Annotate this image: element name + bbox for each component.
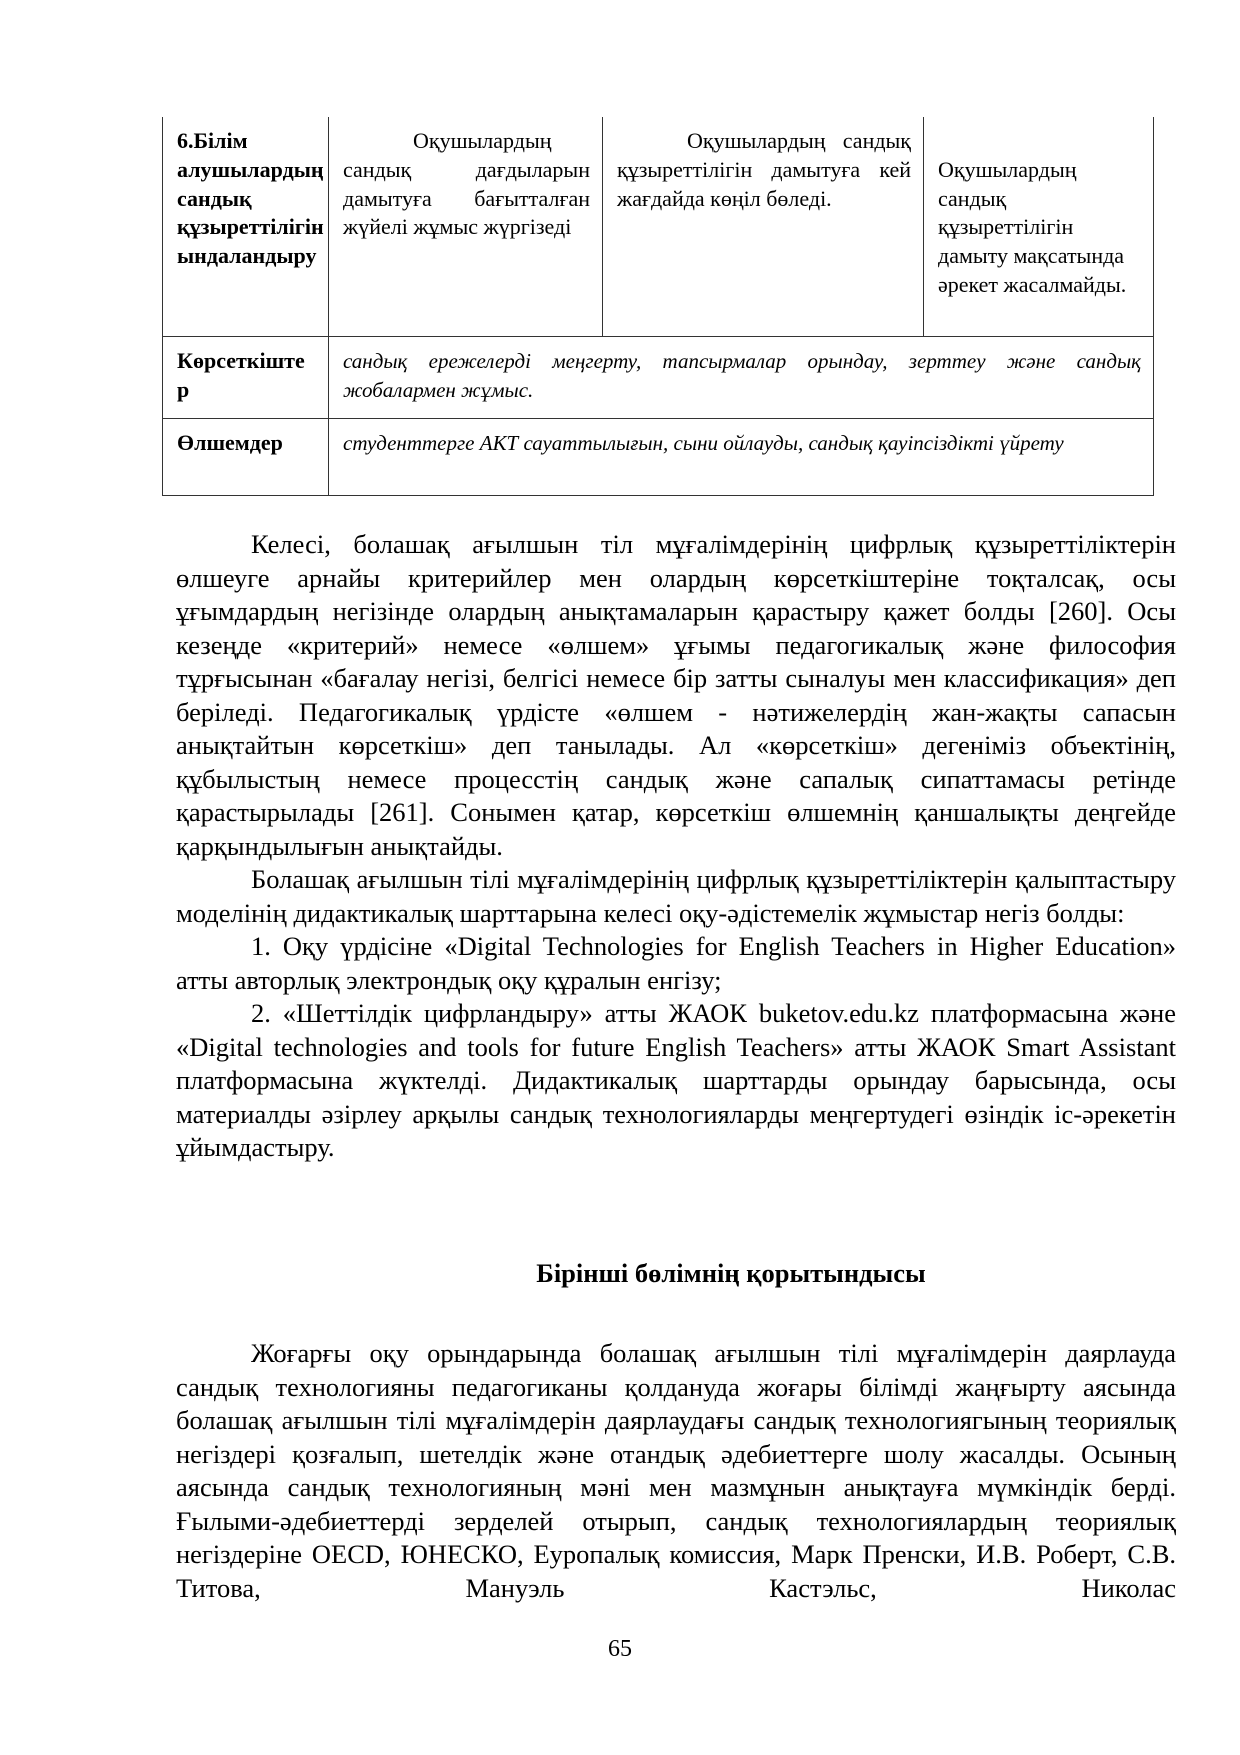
row-label: Өлшемдер [163, 419, 329, 496]
criteria-table [162, 117, 1154, 496]
body-text-section-2 [176, 1337, 1176, 1605]
page-number: 65 [608, 1636, 632, 1662]
body-text-section-1 [176, 528, 1176, 1165]
row-content: студенттерге АКТ сауаттылығын, сыни ойлауды, сандық қауіпсіздікті үйрету [329, 419, 1154, 496]
table-row [163, 117, 1154, 337]
list-item: 2. «Шеттілдік цифрландыру» атты ЖАОК buketov.edu.kz платформасына және «Digital technologies and tools for future English Teachers» атты ЖАОК Smart Assistant платформасына жүктелді. Дидактикалық шарттарды орындау барысында, осы материалды әзірлеу арқылы сандық технологияларды меңгертудегі өзіндік іс-әрекетін ұйымдастыру. [176, 998, 1176, 1162]
table-row [163, 419, 1154, 496]
table-row [163, 337, 1154, 419]
table-cell-high: Оқушылардың сандық дағдыларын дамытуға бағытталған жүйелі жұмыс жүргізеді [329, 117, 603, 337]
row-content: сандық ережелерді меңгерту, тапсырмалар орындау, зерттеу және сандық жобалармен жұмыс. [329, 337, 1154, 419]
paragraph: Келесі, болашақ ағылшын тіл мұғалімдерінің цифрлық құзыреттіліктерін өлшеуге арнайы критерийлер мен олардың көрсеткіштеріне тоқталсақ, осы ұғымдардың негізінде олардың анықтамаларын қарастыру қажет болды [260]. Осы кезеңде «критерий» немесе «өлшем» ұғымы педагогикалық және философия тұрғысынан «бағалау негізі, белгісі немесе бір затты сыналуы мен классификация» деп беріледі. Педагогикалық үрдісте «өлшем - нәтижелердің жан-жақты сапасын анықтайтын көрсеткіш» деп танылады. Ал «көрсеткіш» дегеніміз объектінің, құбылыстың немесе процесстің сандық және сапалық сипаттамасы ретінде қарастырылады [261]. Сонымен қатар, көрсеткіш өлшемнің қаншалықты деңгейде қарқындылығын анықтайды. [176, 529, 1176, 861]
paragraph: Болашақ ағылшын тілі мұғалімдерінің цифрлық құзыреттіліктерін қалыптастыру моделінің дидактикалық шарттарына келесі оқу-әдістемелік жұмыстар негіз болды: [176, 864, 1176, 928]
section-heading: Бірінші бөлімнің қорытындысы [536, 1258, 926, 1288]
paragraph: Жоғарғы оқу орындарында болашақ ағылшын тілі мұғалімдерін даярлауда сандық технологияны педагогиканы қолдануда жоғары білімді жаңғырту аясында болашақ ағылшын тілі мұғалімдерін даярлаудағы сандық технологиягының теориялық негіздері қозғалып, шетелдік және отандық әдебиеттерге шолу жасалды. Осының аясында сандық технологияның мәні мен мазмұнын анықтауға мүмкіндік берді. Ғылыми-әдебиеттерді зерделей отырып, сандық технологиялардың теориялық негіздеріне OECD, ЮНЕСКО, Еуропалық комиссия, Марк Пренски, И.В. Роберт, С.В. Титова, Мануэль Кастэльс, Николас [176, 1338, 1176, 1603]
row-label: 6.Білім алушылардың сандық құзыреттілігін ындаландыру [163, 117, 329, 337]
table-cell-medium: Оқушылардың сандық құзыреттілігін дамытуға кей жағдайда көңіл бөледі. [603, 117, 924, 337]
list-item: 1. Оқу үрдісіне «Digital Technologies for English Teachers in Higher Education» атты авторлық электрондық оқу құралын енгізу; [176, 931, 1176, 995]
row-label: Көрсеткіштер [163, 337, 329, 419]
table-cell-low: Оқушылардың сандық құзыреттілігін дамыту мақсатында әрекет жасалмайды. [924, 117, 1154, 337]
